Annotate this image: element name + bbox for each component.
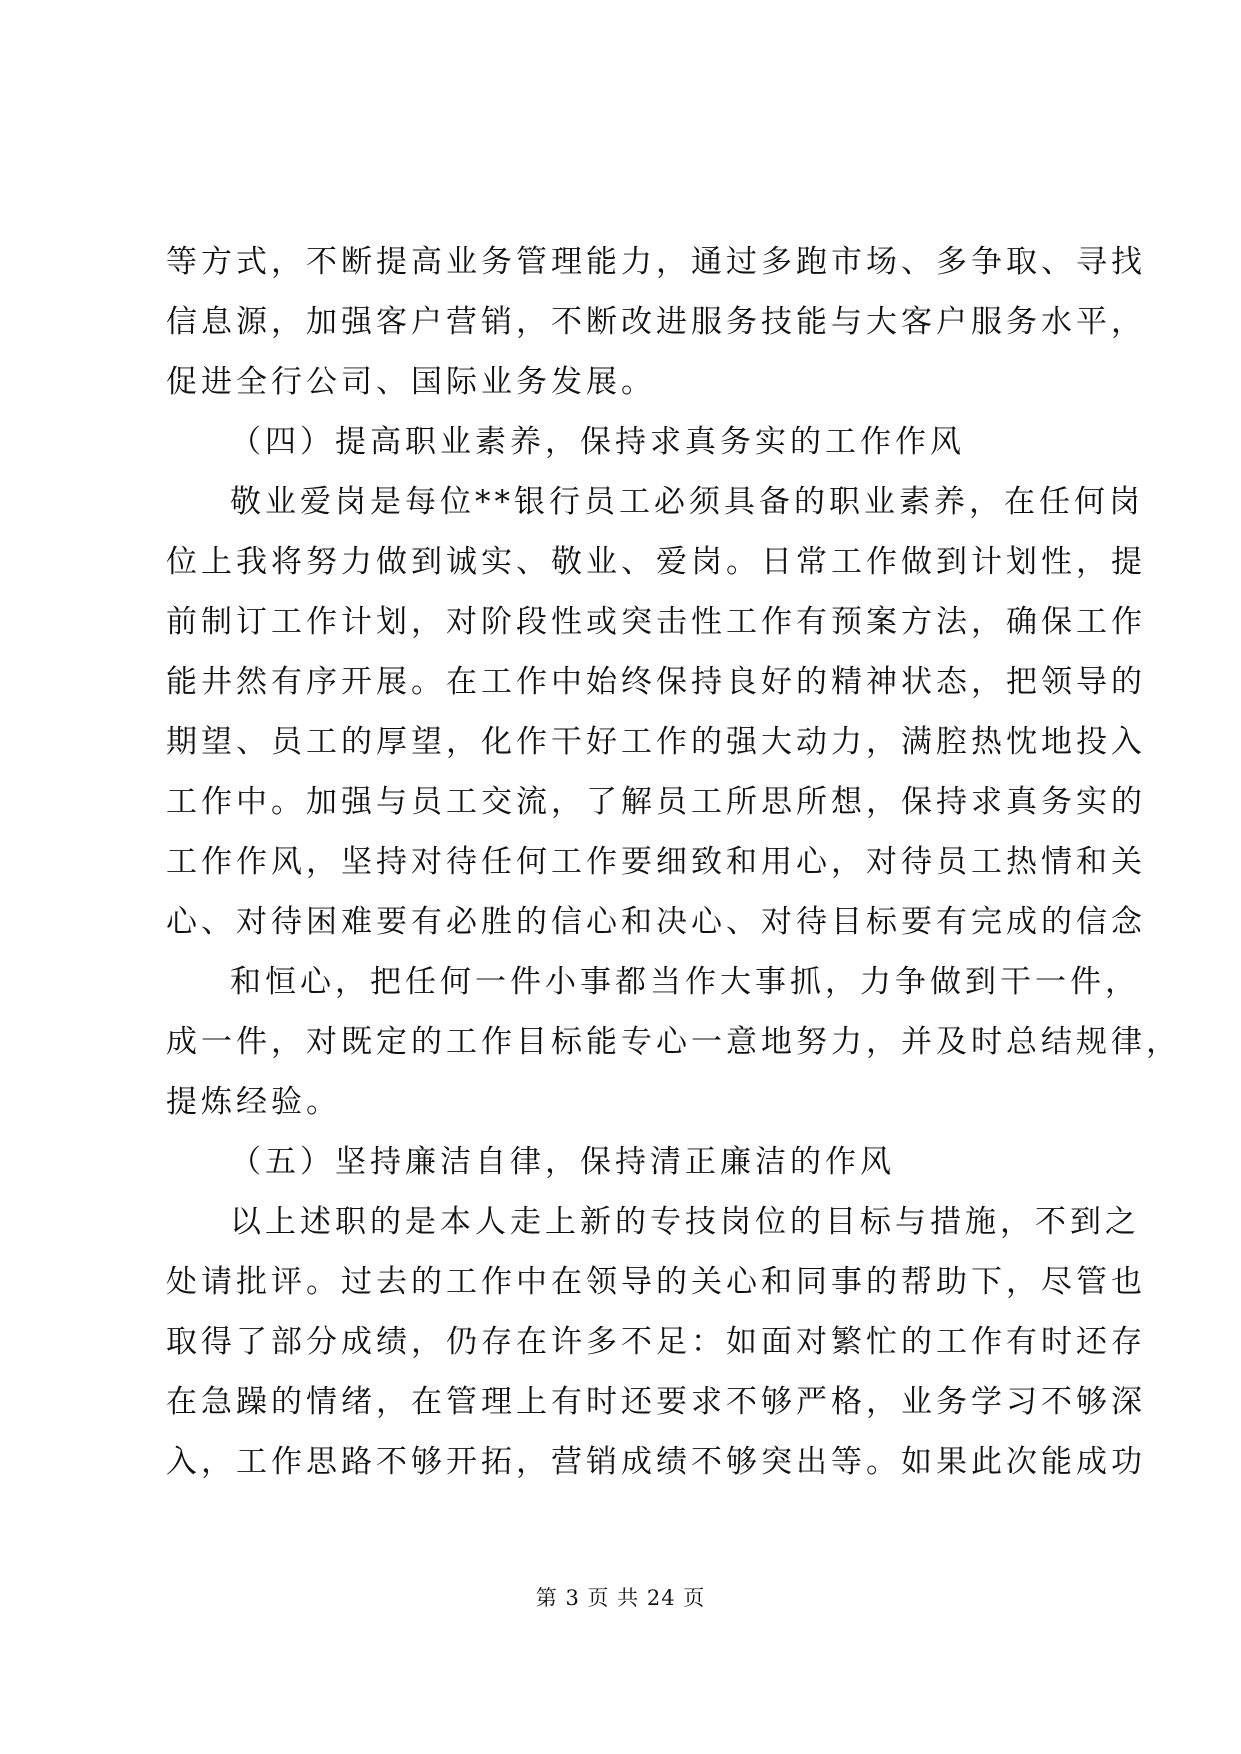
page-number-footer: 第 3 页 共 24 页: [535, 1586, 706, 1610]
body-line: 促进全行公司、国际业务发展。: [166, 364, 656, 400]
body-line: 成一件，对既定的工作目标能专心一意地努力，并及时总结规律，: [166, 1024, 1181, 1060]
paragraph-first-line: 和恒心，把任何一件小事都当作大事抓，力争做到干一件，: [230, 964, 1140, 1000]
body-line: 期望、员工的厚望，化作干好工作的强大动力，满腔热忱地投入: [166, 724, 1146, 760]
body-line: 位上我将努力做到诚实、敬业、爱岗。日常工作做到计划性，提: [166, 544, 1146, 580]
body-line: 处请批评。过去的工作中在领导的关心和同事的帮助下，尽管也: [166, 1264, 1146, 1300]
body-line: 心、对待困难要有必胜的信心和决心、对待目标要有完成的信念: [166, 904, 1146, 940]
paragraph-first-line: 敬业爱岗是每位**银行员工必须具备的职业素养，在任何岗: [230, 484, 1144, 520]
body-line: 在急躁的情绪，在管理上有时还要求不够严格，业务学习不够深: [166, 1384, 1146, 1420]
body-line: 前制订工作计划，对阶段性或突击性工作有预案方法，确保工作: [166, 604, 1146, 640]
body-line: 工作作风，坚持对待任何工作要细致和用心，对待员工热情和关: [166, 844, 1146, 880]
body-line: 取得了部分成绩，仍存在许多不足：如面对繁忙的工作有时还存: [166, 1324, 1146, 1360]
body-line: 等方式，不断提高业务管理能力，通过多跑市场、多争取、寻找: [166, 244, 1146, 280]
paragraph-first-line: 以上述职的是本人走上新的专技岗位的目标与措施，不到之: [230, 1204, 1140, 1240]
body-line: 入，工作思路不够开拓，营销成绩不够突出等。如果此次能成功: [166, 1444, 1146, 1480]
body-line: 信息源，加强客户营销，不断改进服务技能与大客户服务水平，: [166, 304, 1146, 340]
body-line: 工作中。加强与员工交流，了解员工所思所想，保持求真务实的: [166, 784, 1146, 820]
section-heading-4: （四）提高职业素养，保持求真务实的工作作风: [230, 424, 965, 460]
section-heading-5: （五）坚持廉洁自律，保持清正廉洁的作风: [230, 1144, 895, 1180]
body-line: 提炼经验。: [166, 1084, 341, 1120]
body-line: 能井然有序开展。在工作中始终保持良好的精神状态，把领导的: [166, 664, 1146, 700]
document-body: [166, 232, 1181, 1492]
